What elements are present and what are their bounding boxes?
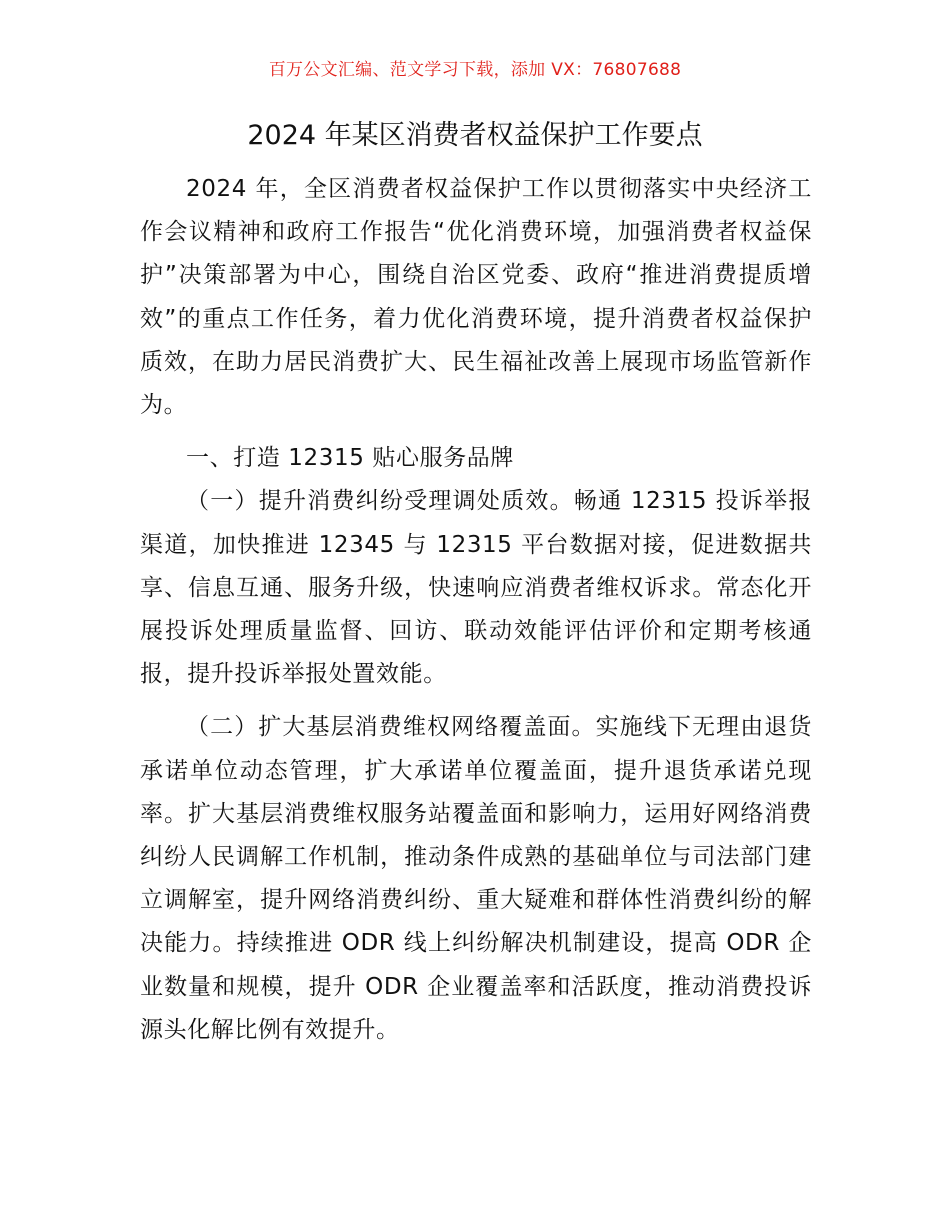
section1-item-2: （二）扩大基层消费维权网络覆盖面。实施线下无理由退货承诺单位动态管理，扩大承诺单位覆盖面，提升退货承诺兑现率。扩大基层消费维权服务站覆盖面和影响力，运用好网络消费纠纷人民调解工作机制，推动条件成熟的基础单位与司法部门建立调解室，提升网络消费纠纷、重大疑难和群体性消费纠纷的解决能力。持续推进 ODR 线上纠纷解决机制建设，提高 ODR 企业数量和规模，提升 ODR 企业覆盖率和活跃度，推动消费投诉源头化解比例有效提升。	[140, 714, 812, 1043]
document-body	[140, 168, 812, 1052]
document-title: 2024 年某区消费者权益保护工作要点	[247, 120, 703, 151]
header-note: 百万公文汇编、范文学习下载，添加 VX：76807688	[268, 60, 682, 80]
intro-paragraph: 2024 年，全区消费者权益保护工作以贯彻落实中央经济工作会议精神和政府工作报告“优化消费环境，加强消费者权益保护”决策部署为中心，围绕自治区党委、政府“推进消费提质增效”的重点工作任务，着力优化消费环境，提升消费者权益保护质效，在助力居民消费扩大、民生福祉改善上展现市场监管新作为。	[140, 176, 812, 419]
section-heading-1: 一、打造 12315 贴心服务品牌	[186, 445, 514, 472]
section1-item-1: （一）提升消费纠纷受理调处质效。畅通 12315 投诉举报渠道，加快推进 12345 与 12315 平台数据对接，促进数据共享、信息互通、服务升级，快速响应消费者维权诉求。常态化开展投诉处理质量监督、回访、联动效能评估评价和定期考核通报，提升投诉举报处置效能。	[140, 488, 812, 688]
